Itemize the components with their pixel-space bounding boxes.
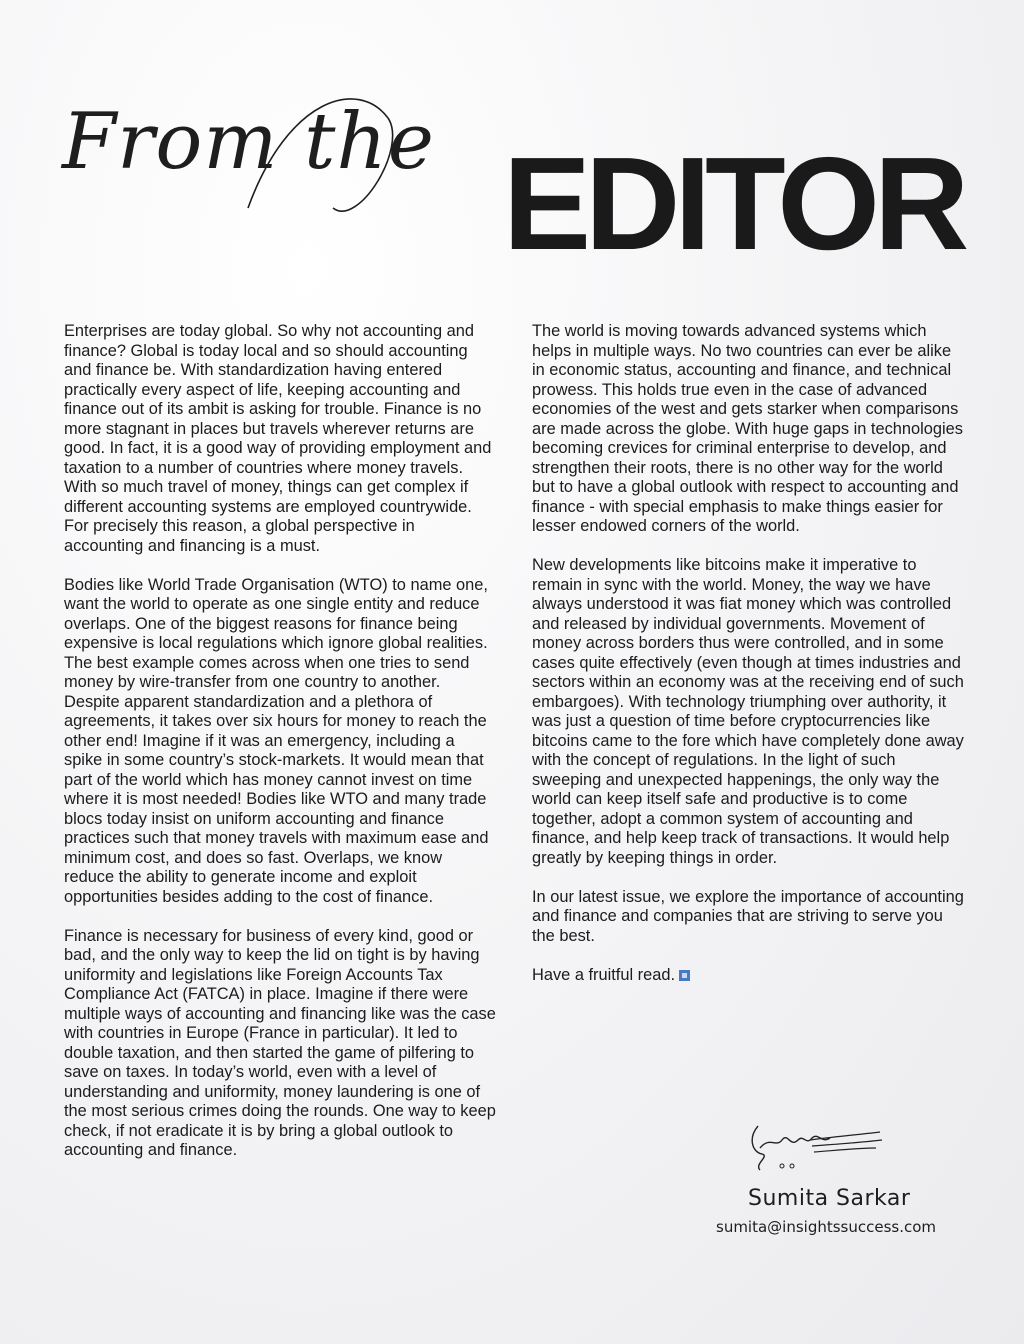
paragraph: Enterprises are today global. So why not accounting and finance? Global is today local and so should accounting and finance be. With standardization having entered practically every aspect of life, keeping accounting and finance out of its ambit is asking for trouble. Finance is no more stagnant in places but travels wherever returns are good. In fact, it is a good way of providing employment and taxation to a number of countries where money travels. With so much travel of money, things can get complex if different accounting systems are employed countrywide. For precisely this reason, a global perspective in accounting and financing is a must. — [64, 322, 492, 555]
closing-line — [532, 966, 964, 986]
paragraph: Bodies like World Trade Organisation (WTO) to name one, want the world to operate as one single entity and reduce overlaps. One of the biggest reasons for finance being expensive is local regulations which ignore global realities. The best example comes across when one tries to send money by wire-transfer from one country to another. Despite apparent standardization and a plethora of agreements, it takes over six hours for money to reach the other end! Imagine if it was an emergency, including a spike in some country’s stock-markets. It would mean that part of the world which has money cannot invest on time where it is most needed! Bodies like WTO and many trade blocs today insist on uniform accounting and finance practices such that money travels with maximum ease and minimum cost, and does so fast. Overlaps, we know reduce the ability to generate income and exploit opportunities besides adding to the cost of finance. — [64, 575, 489, 906]
script-title-text: From the — [62, 97, 435, 187]
page-title: EDITOR — [503, 130, 964, 277]
end-of-article-icon — [679, 970, 690, 981]
paragraph: Finance is necessary for business of every kind, good or bad, and the only way to keep the lid on tight is by having uniformity and legislations like Foreign Accounts Tax Compliance Act (FATCA) in place. Imagine if there were multiple ways of accounting and financing like was the case with countries in Europe (France in particular). It led to double taxation, and then started the game of pilfering to save on taxes. In today’s world, even with a level of understanding and uniformity, money laundering is one of the most serious crimes doing the rounds. One way to keep check, if not eradicate it is by bring a global outlook to accounting and finance. — [64, 926, 496, 1159]
article-column-right — [532, 322, 964, 1005]
article-column-left — [64, 322, 496, 1180]
paragraph: In our latest issue, we explore the importance of accounting and finance and companies that are striving to serve you the best. — [532, 887, 964, 945]
signature-icon — [740, 1118, 890, 1178]
author-name: Sumita Sarkar — [748, 1186, 911, 1211]
script-title — [58, 58, 578, 258]
closing-text: Have a fruitful read. — [532, 965, 676, 984]
paragraph: The world is moving towards advanced systems which helps in multiple ways. No two countries can ever be alike in economic status, accounting and finance, and technical prowess. This holds true even in the case of advanced economies of the west and gets starker when comparisons are made across the globe. With huge gaps in technologies becoming crevices for criminal enterprise to develop, and strengthen their roots, there is no other way for the world but to have a global outlook with respect to accounting and finance - with special emphasis to make things easier for lesser endowed corners of the world. — [532, 322, 963, 535]
author-email[interactable]: sumita@insightssuccess.com — [716, 1218, 937, 1236]
paragraph: New developments like bitcoins make it imperative to remain in sync with the world. Money, the way we have always understood it was fiat money which was controlled and released by individual governments. Movement of money across borders thus were controlled, and in some cases quite effectively (even though at times industries and sectors within an economy was at the receiving end of such embargoes). With technology triumphing over authority, it was just a question of time before cryptocurrencies like bitcoins came to the fore which have completely done away with the concept of regulations. In the light of such sweeping and unexpected happenings, the only way the world can keep itself safe and productive is to come together, adopt a common system of accounting and finance, and help keep track of transactions. It would help greatly by keeping things in order. — [532, 556, 964, 867]
